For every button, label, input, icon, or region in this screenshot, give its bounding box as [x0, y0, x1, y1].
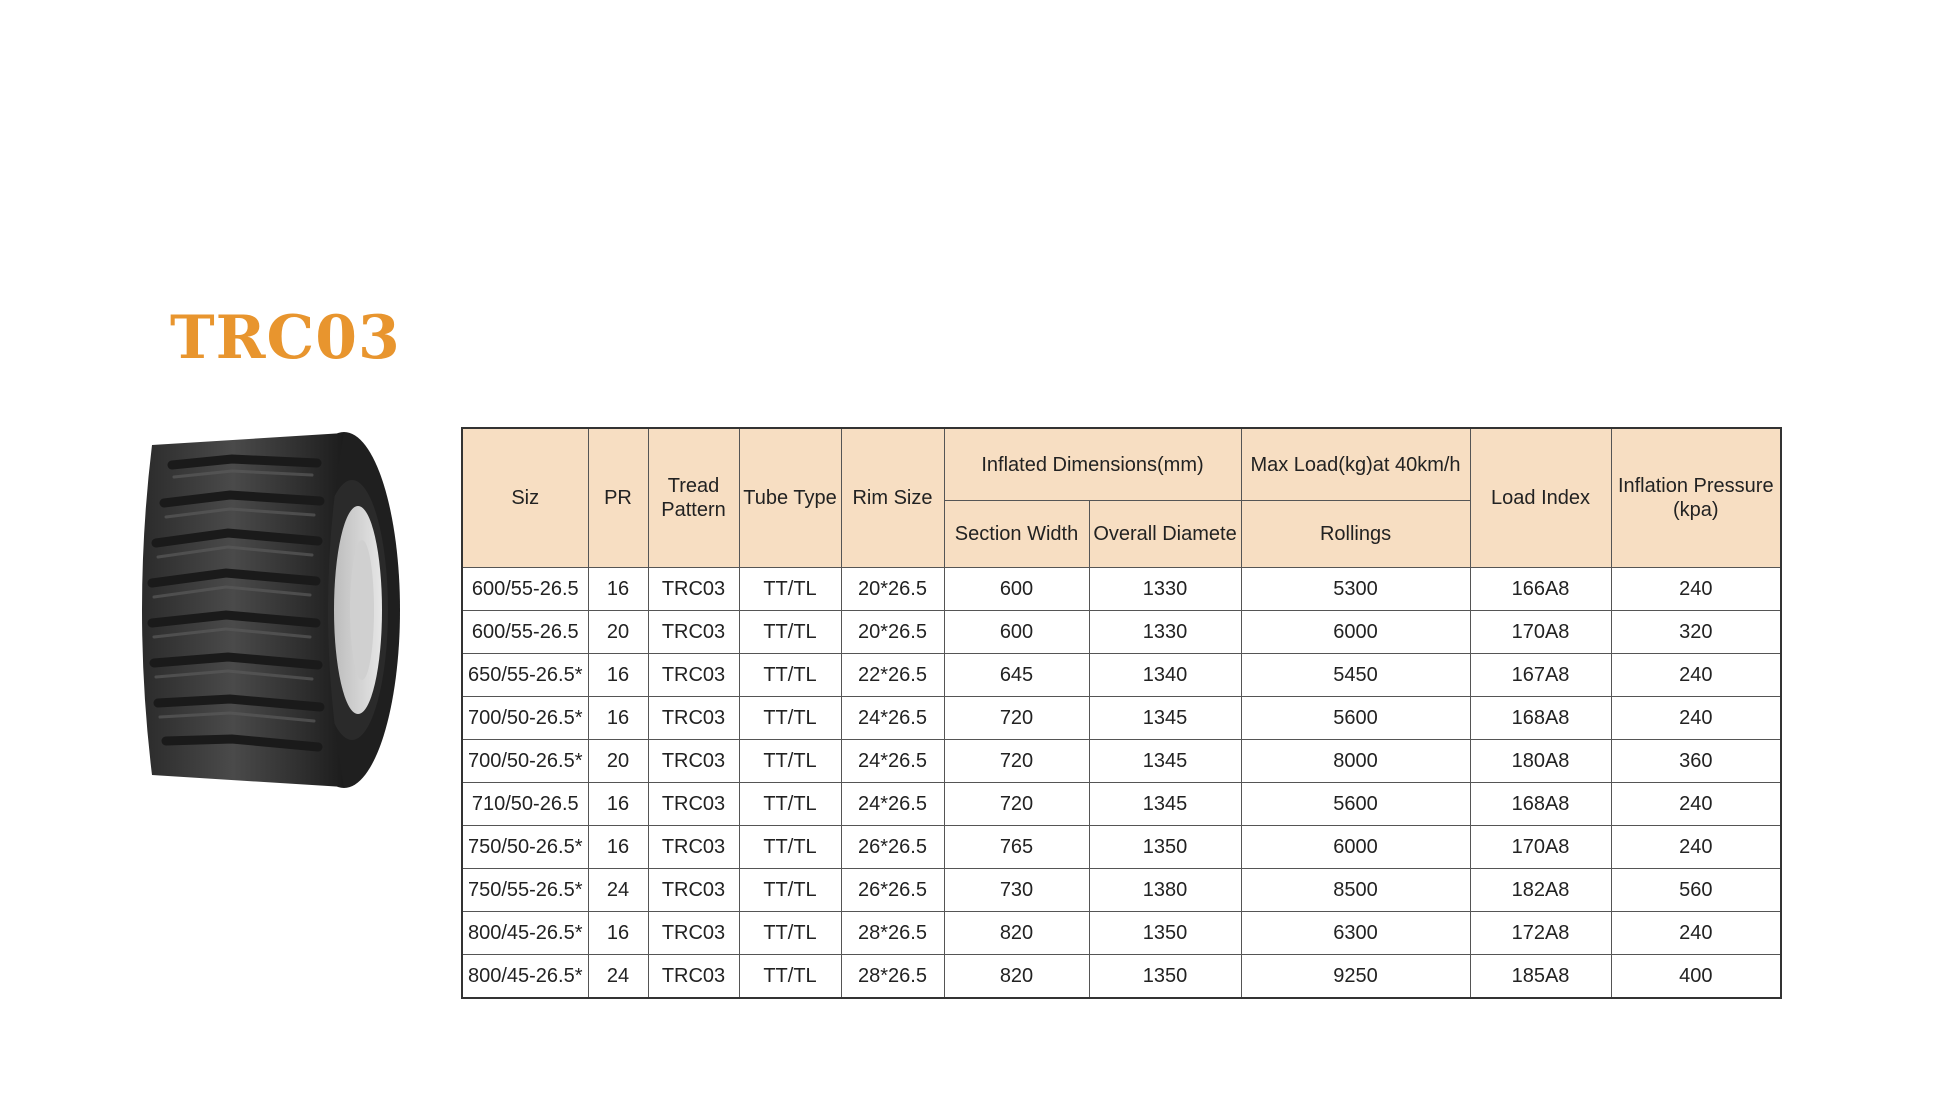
cell-rollings: 8000 [1241, 740, 1470, 783]
cell-load-index: 172A8 [1470, 912, 1611, 955]
cell-overall-diameter: 1345 [1089, 783, 1241, 826]
cell-pr: 16 [588, 912, 648, 955]
cell-rim-size: 28*26.5 [841, 912, 944, 955]
cell-overall-diameter: 1350 [1089, 912, 1241, 955]
cell-size: 750/55-26.5* [462, 869, 588, 912]
cell-overall-diameter: 1350 [1089, 955, 1241, 999]
cell-overall-diameter: 1345 [1089, 740, 1241, 783]
cell-tread-pattern: TRC03 [648, 955, 739, 999]
cell-pr: 20 [588, 611, 648, 654]
cell-rim-size: 26*26.5 [841, 826, 944, 869]
cell-rollings: 5600 [1241, 697, 1470, 740]
tire-image [112, 425, 404, 795]
cell-inflation-pressure: 240 [1611, 697, 1781, 740]
cell-size: 700/50-26.5* [462, 740, 588, 783]
cell-size: 710/50-26.5 [462, 783, 588, 826]
cell-rollings: 6300 [1241, 912, 1470, 955]
cell-tread-pattern: TRC03 [648, 611, 739, 654]
cell-pr: 24 [588, 869, 648, 912]
col-header-tube-type: Tube Type [739, 428, 841, 568]
cell-tread-pattern: TRC03 [648, 740, 739, 783]
cell-size: 600/55-26.5 [462, 611, 588, 654]
cell-section-width: 600 [944, 611, 1089, 654]
cell-tread-pattern: TRC03 [648, 783, 739, 826]
cell-tread-pattern: TRC03 [648, 654, 739, 697]
cell-section-width: 720 [944, 740, 1089, 783]
cell-section-width: 645 [944, 654, 1089, 697]
col-header-tread-pattern: Tread Pattern [648, 428, 739, 568]
cell-tube-type: TT/TL [739, 611, 841, 654]
cell-overall-diameter: 1380 [1089, 869, 1241, 912]
cell-load-index: 185A8 [1470, 955, 1611, 999]
table-row [462, 654, 1781, 697]
cell-size: 800/45-26.5* [462, 955, 588, 999]
model-title: TRC03 [170, 303, 401, 373]
cell-rim-size: 20*26.5 [841, 568, 944, 611]
cell-rim-size: 26*26.5 [841, 869, 944, 912]
cell-rim-size: 24*26.5 [841, 740, 944, 783]
cell-rollings: 5450 [1241, 654, 1470, 697]
cell-inflation-pressure: 240 [1611, 912, 1781, 955]
cell-pr: 16 [588, 826, 648, 869]
cell-load-index: 170A8 [1470, 611, 1611, 654]
cell-pr: 16 [588, 568, 648, 611]
cell-load-index: 168A8 [1470, 697, 1611, 740]
cell-rollings: 8500 [1241, 869, 1470, 912]
cell-overall-diameter: 1330 [1089, 568, 1241, 611]
cell-section-width: 730 [944, 869, 1089, 912]
cell-rollings: 5600 [1241, 783, 1470, 826]
cell-load-index: 167A8 [1470, 654, 1611, 697]
cell-pr: 20 [588, 740, 648, 783]
cell-rollings: 5300 [1241, 568, 1470, 611]
cell-rollings: 6000 [1241, 611, 1470, 654]
cell-section-width: 720 [944, 783, 1089, 826]
cell-load-index: 168A8 [1470, 783, 1611, 826]
col-header-size: Siz [462, 428, 588, 568]
cell-rim-size: 24*26.5 [841, 783, 944, 826]
cell-rim-size: 22*26.5 [841, 654, 944, 697]
cell-overall-diameter: 1350 [1089, 826, 1241, 869]
cell-inflation-pressure: 400 [1611, 955, 1781, 999]
cell-tube-type: TT/TL [739, 912, 841, 955]
cell-section-width: 720 [944, 697, 1089, 740]
cell-size: 800/45-26.5* [462, 912, 588, 955]
cell-load-index: 170A8 [1470, 826, 1611, 869]
col-header-section-width: Section Width [944, 501, 1089, 568]
cell-size: 600/55-26.5 [462, 568, 588, 611]
cell-load-index: 166A8 [1470, 568, 1611, 611]
cell-load-index: 180A8 [1470, 740, 1611, 783]
table-row [462, 869, 1781, 912]
cell-size: 700/50-26.5* [462, 697, 588, 740]
table-row [462, 611, 1781, 654]
cell-tube-type: TT/TL [739, 697, 841, 740]
col-header-load-index: Load Index [1470, 428, 1611, 568]
col-header-overall-diameter: Overall Diamete [1089, 501, 1241, 568]
col-header-inflated-dimensions: Inflated Dimensions(mm) [944, 428, 1241, 501]
cell-rim-size: 24*26.5 [841, 697, 944, 740]
cell-inflation-pressure: 360 [1611, 740, 1781, 783]
cell-tread-pattern: TRC03 [648, 869, 739, 912]
cell-rollings: 9250 [1241, 955, 1470, 999]
table-row [462, 568, 1781, 611]
table-row [462, 826, 1781, 869]
cell-inflation-pressure: 240 [1611, 568, 1781, 611]
cell-tube-type: TT/TL [739, 955, 841, 999]
table-row [462, 783, 1781, 826]
cell-section-width: 820 [944, 912, 1089, 955]
cell-load-index: 182A8 [1470, 869, 1611, 912]
cell-rim-size: 20*26.5 [841, 611, 944, 654]
cell-pr: 16 [588, 654, 648, 697]
cell-tube-type: TT/TL [739, 568, 841, 611]
cell-tube-type: TT/TL [739, 740, 841, 783]
spec-table [461, 427, 1782, 999]
cell-inflation-pressure: 240 [1611, 783, 1781, 826]
cell-section-width: 600 [944, 568, 1089, 611]
cell-rim-size: 28*26.5 [841, 955, 944, 999]
cell-tread-pattern: TRC03 [648, 912, 739, 955]
cell-tube-type: TT/TL [739, 826, 841, 869]
cell-overall-diameter: 1345 [1089, 697, 1241, 740]
col-header-rollings: Rollings [1241, 501, 1470, 568]
cell-section-width: 820 [944, 955, 1089, 999]
cell-rollings: 6000 [1241, 826, 1470, 869]
table-row [462, 697, 1781, 740]
cell-overall-diameter: 1330 [1089, 611, 1241, 654]
table-row [462, 740, 1781, 783]
cell-pr: 24 [588, 955, 648, 999]
cell-tread-pattern: TRC03 [648, 826, 739, 869]
col-header-inflation-pressure: Inflation Pressure (kpa) [1611, 428, 1781, 568]
cell-pr: 16 [588, 697, 648, 740]
table-row [462, 912, 1781, 955]
cell-inflation-pressure: 320 [1611, 611, 1781, 654]
table-row [462, 955, 1781, 999]
cell-tube-type: TT/TL [739, 783, 841, 826]
cell-size: 750/50-26.5* [462, 826, 588, 869]
cell-pr: 16 [588, 783, 648, 826]
col-header-rim-size: Rim Size [841, 428, 944, 568]
cell-overall-diameter: 1340 [1089, 654, 1241, 697]
cell-tread-pattern: TRC03 [648, 568, 739, 611]
col-header-pr: PR [588, 428, 648, 568]
cell-section-width: 765 [944, 826, 1089, 869]
cell-size: 650/55-26.5* [462, 654, 588, 697]
spec-table-body [462, 568, 1781, 999]
cell-tread-pattern: TRC03 [648, 697, 739, 740]
cell-inflation-pressure: 560 [1611, 869, 1781, 912]
cell-tube-type: TT/TL [739, 869, 841, 912]
cell-tube-type: TT/TL [739, 654, 841, 697]
cell-inflation-pressure: 240 [1611, 826, 1781, 869]
col-header-max-load: Max Load(kg)at 40km/h [1241, 428, 1470, 501]
cell-inflation-pressure: 240 [1611, 654, 1781, 697]
